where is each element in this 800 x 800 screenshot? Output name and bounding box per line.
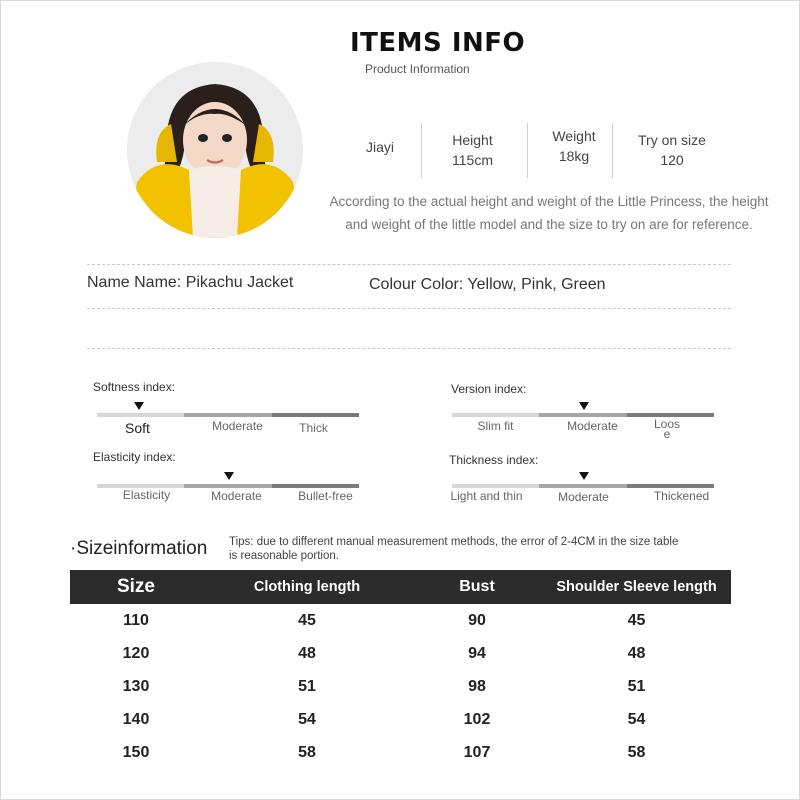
model-try-on-size bbox=[627, 130, 717, 170]
table-header bbox=[70, 570, 731, 604]
model-name: Jiayi bbox=[365, 139, 394, 155]
thickness-option-moderate: Moderate bbox=[558, 490, 609, 504]
dashed-divider bbox=[87, 264, 731, 265]
cell-shoulder-sleeve: 45 bbox=[627, 611, 646, 629]
thickness-pointer-icon bbox=[579, 472, 589, 480]
cell-size: 110 bbox=[123, 611, 149, 629]
model-height bbox=[430, 130, 515, 170]
cell-bust: 90 bbox=[468, 611, 486, 629]
cell-size: 150 bbox=[122, 743, 150, 761]
version-index-label: Version index: bbox=[451, 382, 527, 396]
product-colors: Colour Color: Yellow, Pink, Green bbox=[369, 276, 606, 293]
cell-bust: 94 bbox=[468, 644, 486, 662]
cell-bust: 98 bbox=[468, 677, 486, 695]
cell-clothing-length: 54 bbox=[298, 710, 316, 728]
version-option-moderate: Moderate bbox=[567, 419, 618, 433]
softness-option-moderate: Moderate bbox=[212, 419, 263, 433]
elasticity-index-label: Elasticity index: bbox=[93, 450, 176, 464]
thickness-option-light-and-thin: Light and thin bbox=[450, 489, 523, 503]
divider bbox=[612, 123, 613, 178]
softness-option-thick: Thick bbox=[299, 421, 328, 435]
col-size: Size bbox=[116, 576, 156, 597]
divider bbox=[527, 123, 528, 178]
softness-option-soft: Soft bbox=[125, 420, 150, 436]
version-pointer-icon bbox=[579, 402, 589, 410]
cell-shoulder-sleeve: 48 bbox=[627, 644, 646, 662]
dashed-divider bbox=[87, 348, 731, 349]
col-shoulder-sleeve-length: Shoulder Sleeve length bbox=[556, 579, 717, 595]
table-row bbox=[70, 736, 731, 769]
softness-pointer-icon bbox=[134, 402, 144, 410]
note-line-1: According to the actual height and weight of the Little Princess, the height bbox=[329, 194, 769, 209]
elasticity-option-bullet-free: Bullet-free bbox=[298, 489, 353, 503]
page-subtitle: Product Information bbox=[365, 62, 470, 76]
cell-clothing-length: 45 bbox=[298, 611, 316, 629]
try-on-value: 120 bbox=[660, 152, 684, 168]
dashed-divider bbox=[87, 308, 731, 309]
cell-size: 130 bbox=[122, 677, 150, 695]
version-option-slim-fit: Slim fit bbox=[477, 419, 514, 433]
elasticity-option-elasticity: Elasticity bbox=[122, 488, 171, 502]
cell-shoulder-sleeve: 54 bbox=[627, 710, 646, 728]
cell-shoulder-sleeve: 51 bbox=[627, 677, 646, 695]
elasticity-option-moderate: Moderate bbox=[211, 489, 262, 503]
cell-size: 140 bbox=[122, 710, 150, 728]
table-row bbox=[70, 637, 731, 670]
size-tips: Tips: due to different manual measurement methods, the error of 2-4CM in the size table is reasonable portion. bbox=[229, 536, 679, 562]
col-clothing-length: Clothing length bbox=[253, 579, 361, 595]
note-line-2: and weight of the little model and the size to try on are for reference. bbox=[345, 217, 753, 232]
weight-label: Weight bbox=[552, 128, 596, 144]
table-row bbox=[70, 604, 731, 637]
version-option-loose: Loos e bbox=[653, 417, 681, 441]
model-weight bbox=[533, 126, 615, 166]
cell-shoulder-sleeve: 58 bbox=[627, 743, 646, 761]
weight-value: 18kg bbox=[558, 148, 590, 164]
model-photo bbox=[127, 62, 303, 238]
softness-scale bbox=[97, 413, 359, 417]
product-name: Name Name: Pikachu Jacket bbox=[87, 274, 294, 291]
page-title: ITEMS INFO bbox=[350, 28, 526, 58]
divider bbox=[421, 123, 422, 178]
height-value: 115cm bbox=[452, 152, 493, 168]
table-row bbox=[70, 670, 731, 703]
size-table bbox=[70, 570, 731, 769]
thickness-scale bbox=[452, 484, 714, 488]
cell-bust: 102 bbox=[463, 710, 491, 728]
size-information-heading: ·Sizeinformation bbox=[70, 538, 208, 559]
cell-size: 120 bbox=[122, 644, 150, 662]
softness-index-label: Softness index: bbox=[93, 380, 176, 394]
cell-bust: 107 bbox=[463, 743, 491, 761]
thickness-option-thickened: Thickened bbox=[653, 489, 710, 503]
cell-clothing-length: 48 bbox=[298, 644, 316, 662]
reference-note bbox=[310, 190, 788, 236]
col-bust: Bust bbox=[459, 578, 495, 595]
try-on-label: Try on size bbox=[638, 132, 706, 148]
cell-clothing-length: 58 bbox=[298, 743, 316, 761]
table-row bbox=[70, 703, 731, 736]
height-label: Height bbox=[452, 132, 493, 148]
elasticity-pointer-icon bbox=[224, 472, 234, 480]
thickness-index-label: Thickness index: bbox=[449, 453, 539, 467]
cell-clothing-length: 51 bbox=[298, 677, 316, 695]
